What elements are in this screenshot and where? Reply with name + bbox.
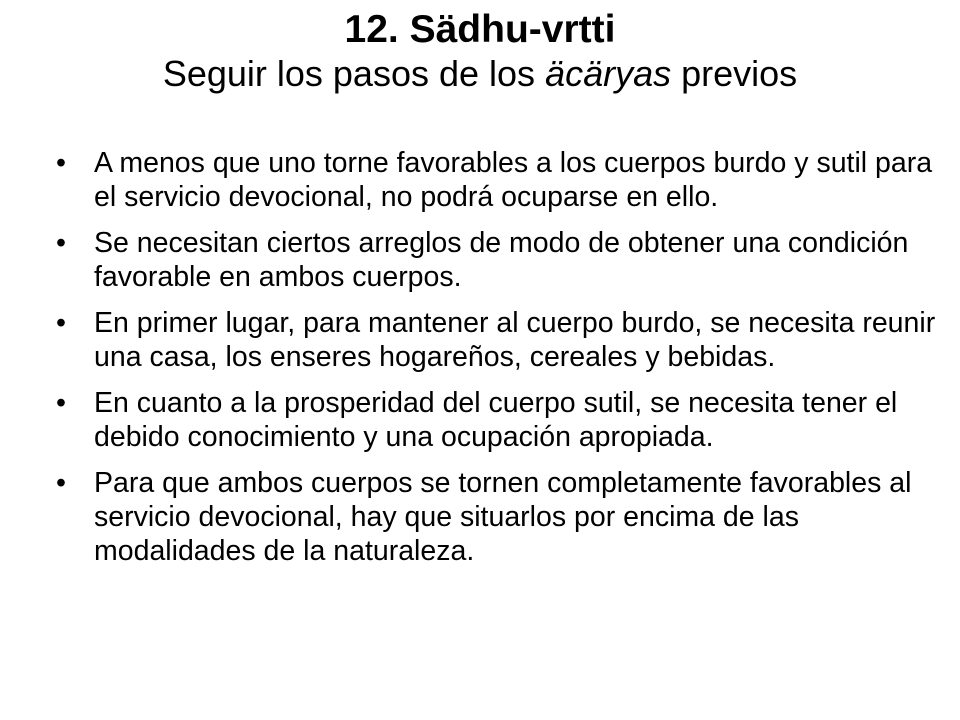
bullet-marker: •	[56, 227, 66, 259]
slide-title: 12. Sädhu-vrtti	[344, 8, 616, 51]
bullet-text: A menos que uno torne favorables a los cuerpos burdo y sutil para el servicio devocional, no podrá ocuparse en ello.	[94, 147, 933, 213]
subtitle-emphasis: äcäryas	[545, 53, 672, 94]
bullet-item	[56, 386, 936, 454]
bullet-item	[56, 306, 936, 374]
bullet-item	[56, 226, 936, 294]
slide-subtitle	[0, 52, 960, 96]
bullet-text: Se necesitan ciertos arreglos de modo de obtener una condición favorable en ambos cuerpos.	[94, 227, 909, 293]
bullet-text: En cuanto a la prosperidad del cuerpo sutil, se necesita tener el debido conocimiento y una ocupación apropiada.	[94, 387, 898, 453]
bullet-marker: •	[56, 307, 66, 339]
bullet-item	[56, 146, 936, 214]
bullet-text: En primer lugar, para mantener al cuerpo burdo, se necesita reunir una casa, los enseres hogareños, cereales y bebidas.	[94, 307, 936, 373]
bullet-marker: •	[56, 467, 66, 499]
bullet-marker: •	[56, 147, 66, 179]
subtitle-prefix: Seguir los pasos de los	[162, 53, 546, 94]
bullet-item	[56, 466, 936, 568]
bullet-list	[56, 146, 936, 580]
bullet-text: Para que ambos cuerpos se tornen completamente favorables al servicio devocional, hay que situarlos por encima de las modalidades de la naturaleza.	[94, 467, 912, 567]
title-block	[0, 8, 960, 96]
subtitle-suffix: previos	[671, 53, 798, 94]
bullet-marker: •	[56, 387, 66, 419]
